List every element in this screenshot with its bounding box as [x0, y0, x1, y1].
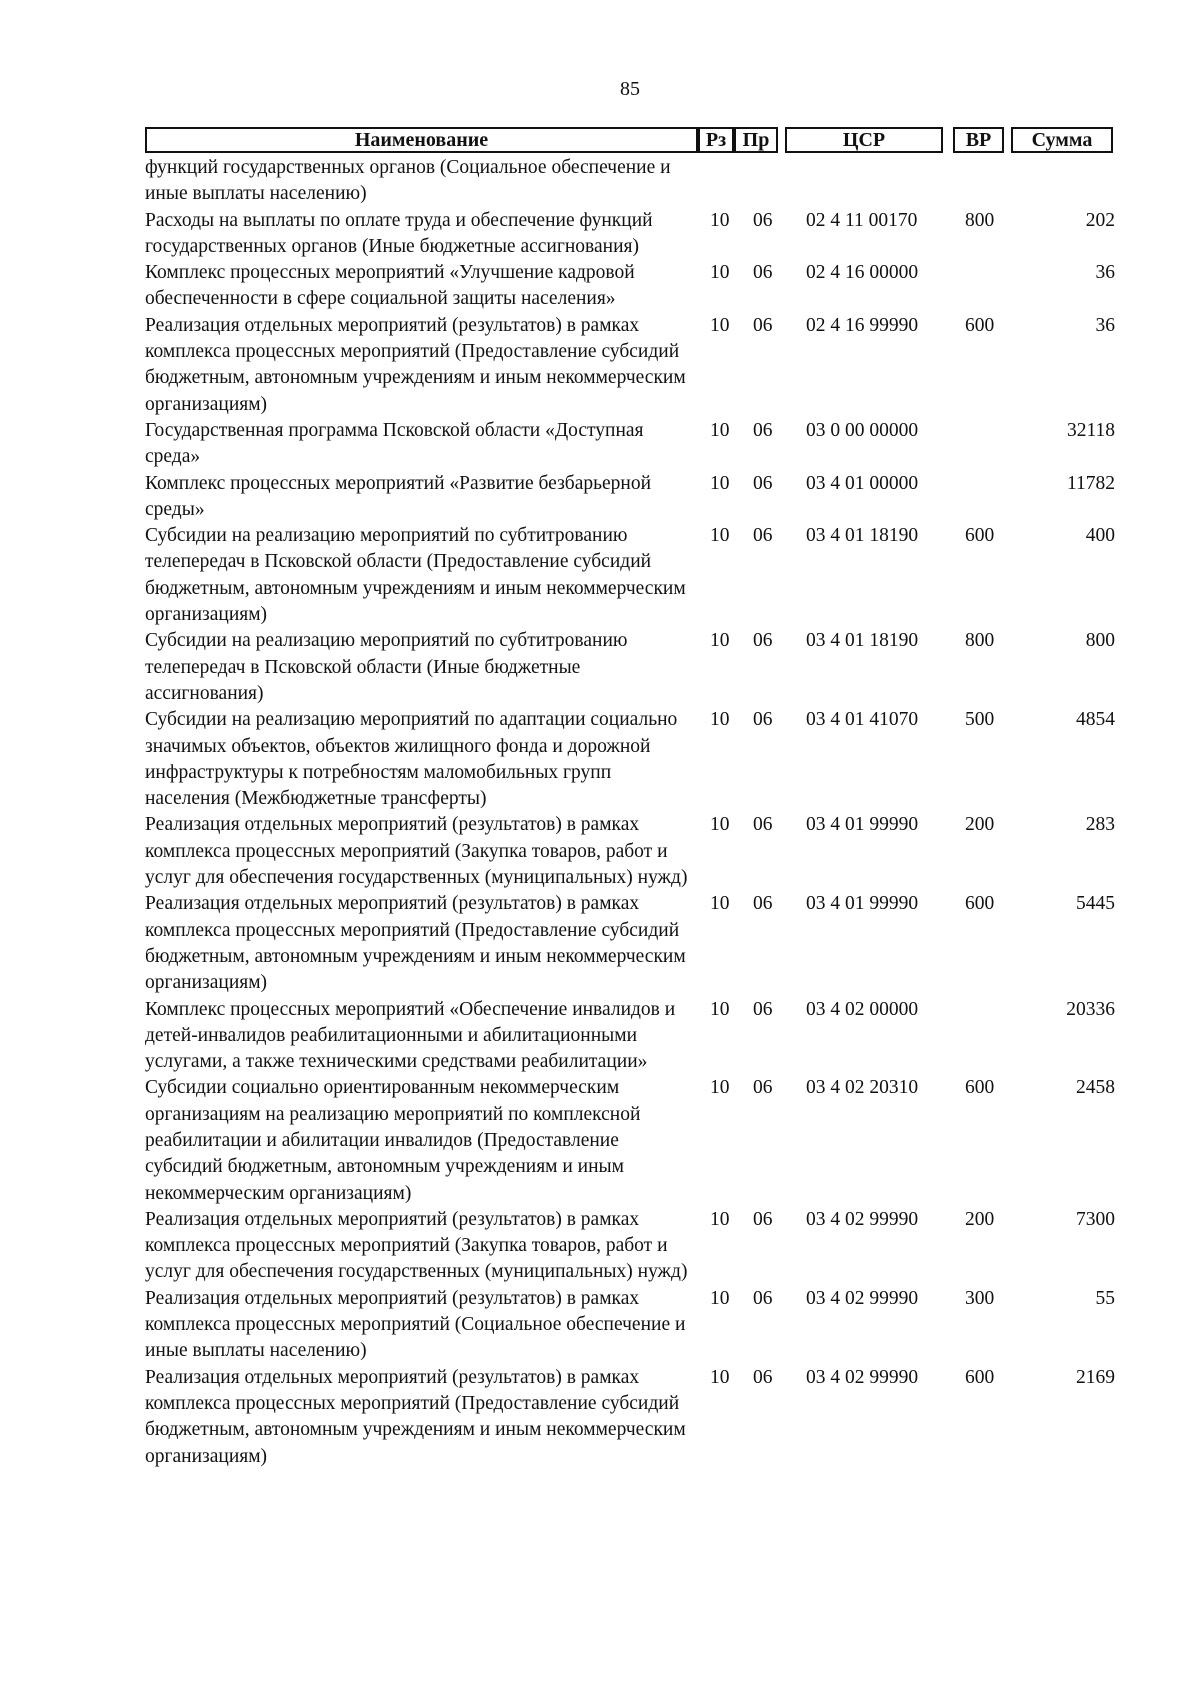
row-sum: 2458	[1076, 1077, 1115, 1099]
table-row	[145, 1207, 1115, 1286]
header-name: Наименование	[145, 127, 698, 153]
row-rz: 10	[710, 314, 730, 336]
row-csr: 03 4 02 20310	[806, 1077, 919, 1099]
row-pr: 06	[753, 314, 773, 336]
row-rz: 10	[710, 1077, 730, 1099]
row-name: Комплекс процессных мероприятий «Развитие безбарьерной среды»	[145, 472, 652, 520]
row-sum: 800	[1085, 630, 1115, 652]
row-csr: 03 4 02 00000	[806, 998, 919, 1020]
row-name: Расходы на выплаты по оплате труда и обеспечение функций государственных органов (Иные бюджетные ассигнования)	[145, 209, 653, 257]
row-vr: 200	[965, 814, 995, 836]
row-csr: 02 4 16 00000	[806, 262, 919, 284]
row-sum: 36	[1095, 314, 1115, 336]
header-rz: Рз	[698, 127, 734, 153]
row-sum: 2169	[1076, 1366, 1115, 1388]
row-name: Реализация отдельных мероприятий (результатов) в рамках комплекса процессных мероприятий (Предоставление субсидий бюджетным, автономным учреждениям и иным некоммерческим организациям)	[145, 1366, 686, 1467]
table-row	[145, 707, 1115, 812]
row-vr: 600	[965, 314, 995, 336]
table-row	[145, 523, 1115, 628]
table-row	[145, 471, 1115, 524]
row-sum: 4854	[1076, 709, 1115, 731]
row-pr: 06	[753, 893, 773, 915]
row-csr: 02 4 11 00170	[806, 209, 918, 231]
row-pr: 06	[753, 209, 773, 231]
header-csr: ЦСР	[785, 127, 943, 153]
row-csr: 03 4 02 99990	[806, 1287, 919, 1309]
row-csr: 02 4 16 99990	[806, 314, 919, 336]
row-csr: 03 4 01 99990	[806, 893, 919, 915]
table-row	[145, 1286, 1115, 1365]
row-pr: 06	[753, 1208, 773, 1230]
row-name: функций государственных органов (Социальное обеспечение и иные выплаты населению)	[145, 157, 671, 205]
table-header	[145, 127, 1113, 154]
row-pr: 06	[753, 472, 773, 494]
table-row	[145, 812, 1115, 891]
row-name: Реализация отдельных мероприятий (результатов) в рамках комплекса процессных мероприятий (Предоставление субсидий бюджетным, автономным учреждениям и иным некоммерческим организациям)	[145, 893, 686, 994]
row-sum: 202	[1085, 209, 1115, 231]
row-vr: 300	[965, 1287, 995, 1309]
row-pr: 06	[753, 1077, 773, 1099]
row-sum: 20336	[1066, 998, 1115, 1020]
row-sum: 11782	[1066, 472, 1115, 494]
row-sum: 5445	[1076, 893, 1115, 915]
row-vr: 600	[965, 525, 995, 547]
row-rz: 10	[710, 472, 730, 494]
row-name: Субсидии на реализацию мероприятий по адаптации социально значимых объектов, объектов жилищного фонда и дорожной инфраструктуры к потребностям маломобильных групп населения (Межбюджетные трансферты)	[145, 709, 678, 810]
row-name: Реализация отдельных мероприятий (результатов) в рамках комплекса процессных мероприятий (Социальное обеспечение и иные выплаты населению)	[145, 1287, 686, 1362]
row-csr: 03 4 01 18190	[806, 525, 919, 547]
table-row	[145, 997, 1115, 1076]
row-pr: 06	[753, 419, 773, 441]
row-pr: 06	[753, 1366, 773, 1388]
row-vr: 600	[965, 893, 995, 915]
row-pr: 06	[753, 525, 773, 547]
row-sum: 36	[1095, 262, 1115, 284]
row-rz: 10	[710, 1208, 730, 1230]
row-sum: 55	[1095, 1287, 1115, 1309]
row-rz: 10	[710, 419, 730, 441]
row-name: Субсидии на реализацию мероприятий по субтитрованию телепередач в Псковской области (Предоставление субсидий бюджетным, автономным учреждениям и иным некоммерческим организациям)	[145, 525, 686, 626]
row-name: Реализация отдельных мероприятий (результатов) в рамках комплекса процессных мероприятий (Закупка товаров, работ и услуг для обеспечения государственных (муниципальных) нужд)	[145, 1208, 688, 1283]
row-rz: 10	[710, 262, 730, 284]
row-rz: 10	[710, 814, 730, 836]
row-vr: 600	[965, 1077, 995, 1099]
row-csr: 03 4 01 99990	[806, 814, 919, 836]
row-name: Реализация отдельных мероприятий (результатов) в рамках комплекса процессных мероприятий (Закупка товаров, работ и услуг для обеспечения государственных (муниципальных) нужд)	[145, 814, 688, 889]
table-row	[145, 1075, 1115, 1206]
row-rz: 10	[710, 1287, 730, 1309]
header-vr: ВР	[953, 127, 1004, 153]
row-rz: 10	[710, 525, 730, 547]
row-pr: 06	[753, 998, 773, 1020]
row-name: Комплекс процессных мероприятий «Улучшение кадровой обеспеченности в сфере социальной защиты населения»	[145, 262, 635, 310]
row-rz: 10	[710, 209, 730, 231]
row-name: Субсидии на реализацию мероприятий по субтитрованию телепередач в Псковской области (Иные бюджетные ассигнования)	[145, 630, 628, 704]
row-csr: 03 4 02 99990	[806, 1208, 919, 1230]
row-vr: 800	[965, 630, 995, 652]
table-row	[145, 418, 1115, 471]
row-sum: 283	[1085, 814, 1115, 836]
header-sum: Сумма	[1011, 127, 1113, 153]
header-pr: Пр	[734, 127, 778, 153]
row-name: Комплекс процессных мероприятий «Обеспечение инвалидов и детей-инвалидов реабилитационными и абилитационными услугами, а также техническими средствами реабилитации»	[145, 998, 676, 1073]
row-rz: 10	[710, 998, 730, 1020]
table-row	[145, 260, 1115, 313]
page-number: 85	[620, 78, 640, 100]
row-csr: 03 4 01 00000	[806, 472, 919, 494]
row-rz: 10	[710, 1366, 730, 1388]
row-name: Реализация отдельных мероприятий (результатов) в рамках комплекса процессных мероприятий (Предоставление субсидий бюджетным, автономным учреждениям и иным некоммерческим организациям)	[145, 314, 686, 415]
table-body	[145, 155, 1115, 1470]
table-row	[145, 155, 1115, 208]
row-csr: 03 4 01 18190	[806, 630, 919, 652]
row-csr: 03 0 00 00000	[806, 419, 919, 441]
row-pr: 06	[753, 262, 773, 284]
table-row	[145, 313, 1115, 418]
row-sum: 400	[1085, 525, 1115, 547]
row-vr: 500	[965, 709, 995, 731]
row-sum: 32118	[1066, 419, 1115, 441]
row-vr: 600	[965, 1366, 995, 1388]
row-pr: 06	[753, 1287, 773, 1309]
table-row	[145, 628, 1115, 707]
row-sum: 7300	[1076, 1208, 1115, 1230]
row-vr: 800	[965, 209, 995, 231]
table-row	[145, 891, 1115, 996]
row-csr: 03 4 02 99990	[806, 1366, 919, 1388]
row-rz: 10	[710, 893, 730, 915]
row-pr: 06	[753, 814, 773, 836]
row-pr: 06	[753, 709, 773, 731]
row-vr: 200	[965, 1208, 995, 1230]
row-pr: 06	[753, 630, 773, 652]
row-name: Государственная программа Псковской области «Доступная среда»	[145, 419, 644, 468]
row-rz: 10	[710, 709, 730, 731]
table-row	[145, 1365, 1115, 1470]
table-row	[145, 208, 1115, 261]
row-name: Субсидии социально ориентированным некоммерческим организациям на реализацию мероприятий по комплексной реабилитации и абилитации инвалидов (Предоставление субсидий бюджетным, автономным учреждениям и иным некоммерческим организациям)	[145, 1077, 641, 1204]
row-rz: 10	[710, 630, 730, 652]
row-csr: 03 4 01 41070	[806, 709, 919, 731]
